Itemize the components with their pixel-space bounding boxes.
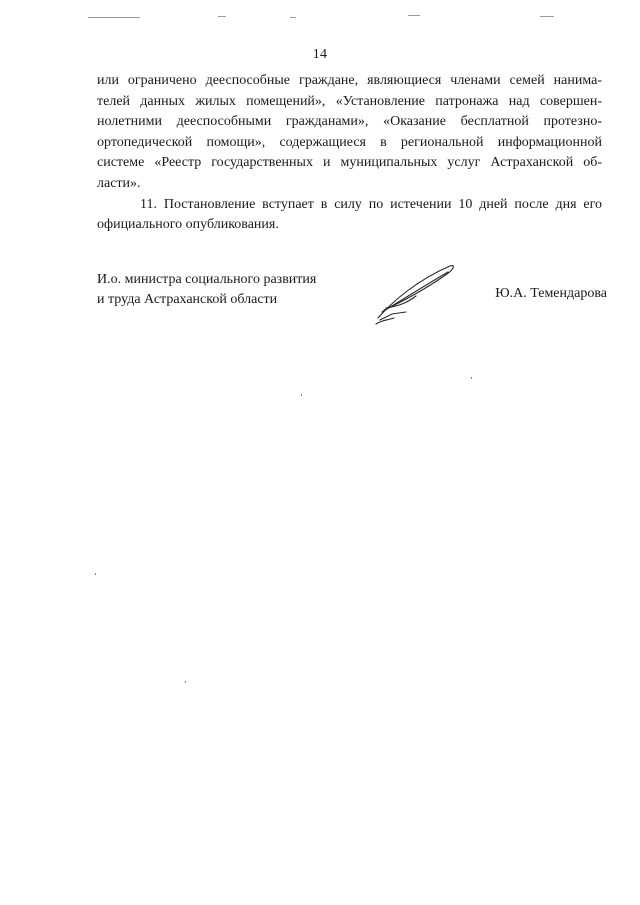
scan-speck	[95, 573, 96, 575]
handwritten-signature	[372, 262, 462, 332]
signatory-name: Ю.А. Темендарова	[495, 286, 607, 301]
signatory-position-line: и труда Астраханской области	[97, 292, 278, 307]
scan-artifact	[408, 15, 420, 16]
body-line: ласти».	[97, 175, 141, 191]
scan-artifact	[540, 16, 554, 17]
scan-artifact	[218, 16, 226, 17]
signatory-position-line: И.о. министра социального развития	[97, 272, 317, 287]
scan-artifact	[88, 17, 140, 18]
signature-block	[97, 270, 607, 340]
body-line: ортопедической помощи», содержащиеся в региональной информационной	[97, 134, 602, 150]
scan-artifact	[290, 17, 296, 18]
scan-speck	[185, 681, 186, 683]
page-number: 14	[312, 47, 328, 62]
clause-11-line: официального опубликования.	[97, 217, 279, 233]
body-line: телей данных жилых помещений», «Установление патронажа над совершен-	[97, 93, 602, 109]
body-line: системе «Реестр государственных и муниципальных услуг Астраханской об-	[97, 155, 602, 171]
document-body	[97, 71, 602, 236]
clause-11-line: 11. Постановление вступает в силу по истечении 10 дней после дня его	[140, 196, 602, 212]
scan-speck	[301, 394, 302, 396]
body-line: нолетними дееспособными гражданами», «Оказание бесплатной протезно-	[97, 114, 602, 130]
scan-speck	[471, 377, 472, 379]
body-line: или ограничено дееспособные граждане, являющиеся членами семей нанима-	[97, 73, 602, 88]
